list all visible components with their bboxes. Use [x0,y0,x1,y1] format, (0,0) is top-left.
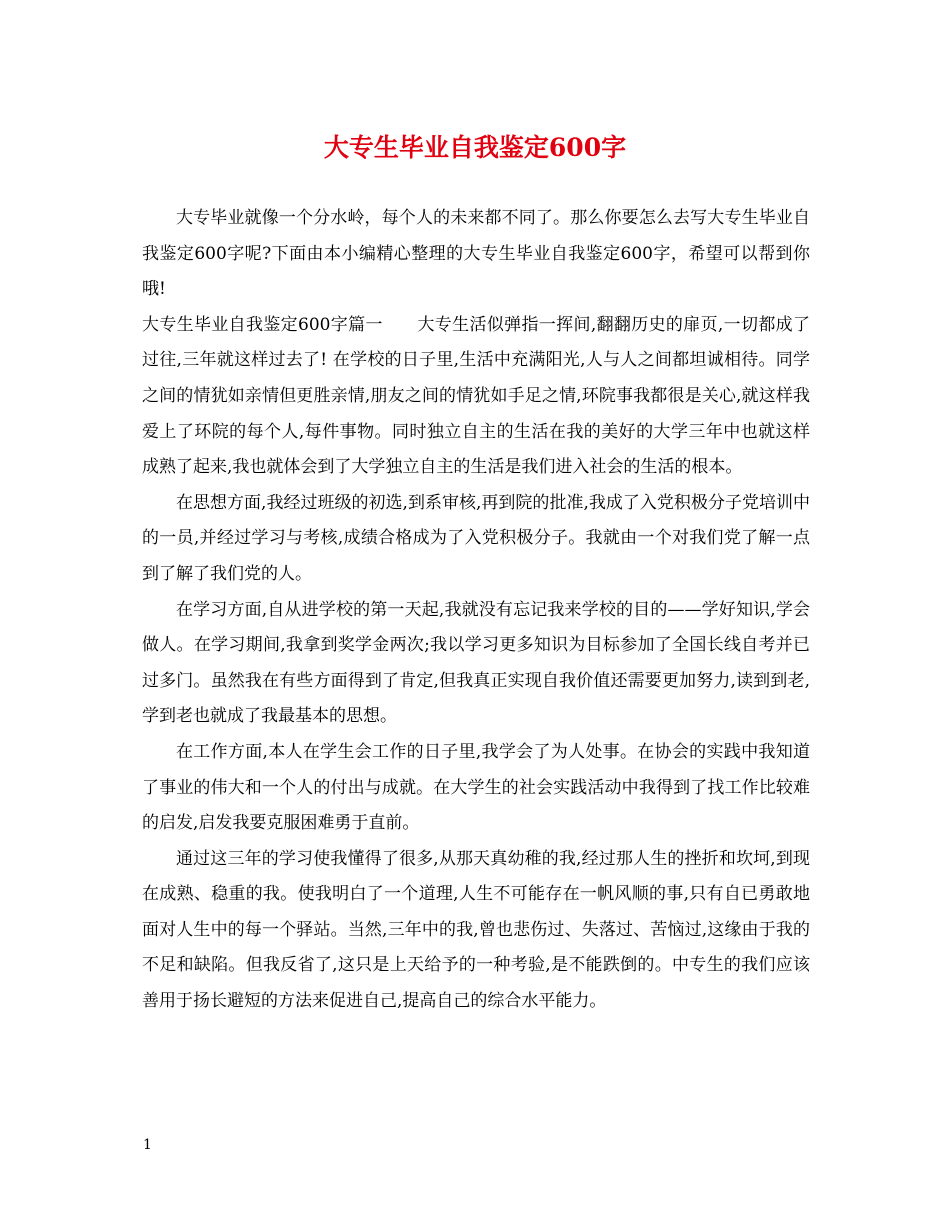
document-body [142,201,810,1020]
paragraph-work: 在工作方面,本人在学生会工作的日子里,我学会了为人处事。在协会的实践中我知道了事业的伟大和一个人的付出与成就。在大学生的社会实践活动中我得到了找工作比较难的启发,启发我要克服困难勇于直前。 [142,741,810,834]
paragraph-reflection: 通过这三年的学习使我懂得了很多,从那天真幼稚的我,经过那人生的挫折和坎坷,到现在成熟、稳重的我。使我明白了一个道理,人生不可能存在一帆风顺的事,只有自已勇敢地面对人生中的每一个驿站。当然,三年中的我,曾也悲伤过、失落过、苦恼过,这缘由于我的不足和缺陷。但我反省了,这只是上天给予的一种考验,是不能跌倒的。中专生的我们应该善用于扬长避短的方法来促进自己,提高自己的综合水平能力。 [142,848,810,1012]
paragraph-intro: 大专毕业就像一个分水岭，每个人的未来都不同了。那么你要怎么去写大专生毕业自我鉴定600字呢?下面由本小编精心整理的大专生毕业自我鉴定600字，希望可以帮到你哦! [142,208,810,300]
paragraph-thought: 在思想方面,我经过班级的初选,到系审核,再到院的批准,我成了入党积极分子党培训中的一员,并经过学习与考核,成绩合格成为了入党积极分子。我就由一个对我们党了解一点到了解了我们党的人。 [142,492,810,584]
document-title: 大专生毕业自我鉴定600字 [323,133,627,162]
paragraph-part-one: 大专生毕业自我鉴定600字篇一 大专生活似弹指一挥间,翻翻历史的扉页,一切都成了过往,三年就这样过去了! 在学校的日子里,生活中充满阳光,人与人之间都坦诚相待。同学之间的情犹如亲情但更胜亲情,朋友之间的情犹如手足之情,环院事我都很是关心,就这样我爱上了环院的每个人,每件事物。同时独立自主的生活在我的美好的大学三年中也就这样成熟了起来,我也就体会到了大学独立自主的生活是我们进入社会的生活的根本。 [142,314,810,478]
page-number: 1 [143,1137,152,1153]
paragraph-study: 在学习方面,自从进学校的第一天起,我就没有忘记我来学校的目的——学好知识,学会做人。在学习期间,我拿到奖学金两次;我以学习更多知识为目标参加了全国长线自考并已过多门。虽然我在有些方面得到了肯定,但我真正实现自我价值还需要更加努力,读到到老,学到老也就成了我最基本的思想。 [142,599,810,727]
